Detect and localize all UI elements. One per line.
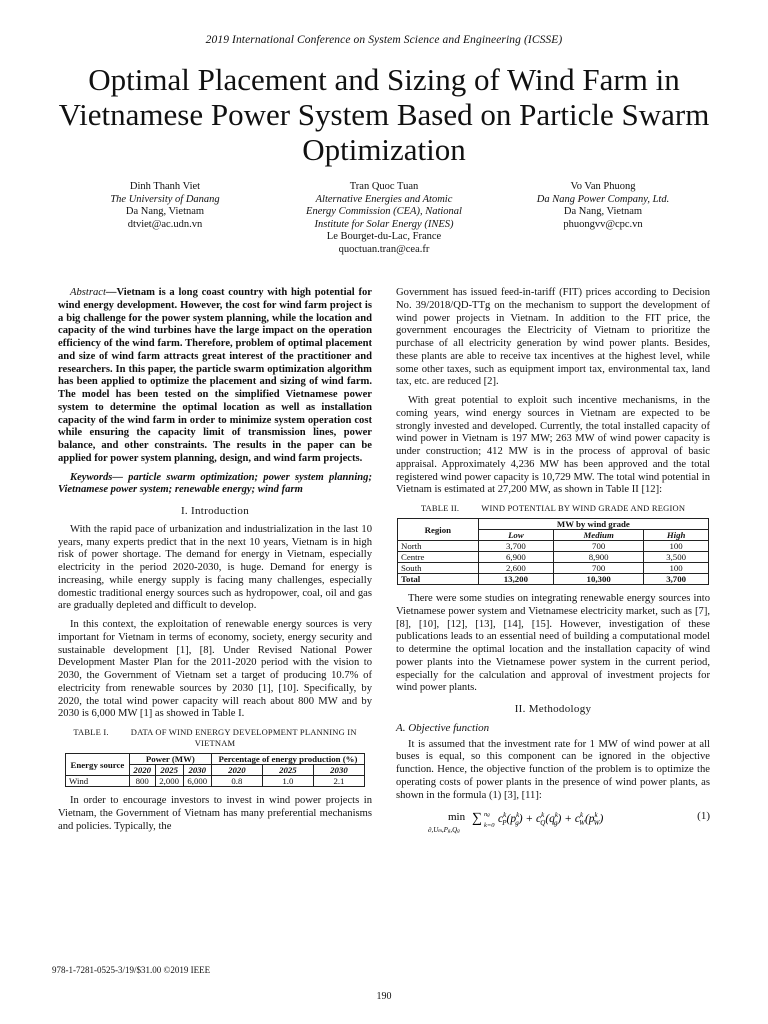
- table-cell: 700: [554, 563, 644, 574]
- keywords-text: particle swarm optimization; power system planning; Vietnamese power system; renewable energy; wind farm: [58, 471, 372, 496]
- keywords-label: Keywords—: [70, 471, 123, 483]
- table-cell: Wind: [66, 776, 130, 787]
- table-1: [65, 753, 365, 787]
- table-row: [398, 563, 709, 574]
- table-cell: 3,700: [478, 541, 553, 552]
- table-cell: 2,600: [478, 563, 553, 574]
- table-cell: Total: [398, 574, 479, 585]
- author-name: Tran Quoc Tuan: [349, 181, 419, 192]
- keywords: [58, 472, 372, 498]
- paragraph: Government has issued feed-in-tariff (FIT) prices according to Decision No. 39/2018/QD-TTg on the mechanism to support the development of wind power projects in Vietnam. In addition to the FIT price, the government encourages the Electricity of Vietnam to prioritize the purchase of all electricity generation by wind power plants. Besides, these plants are able to receive tax incentives at the highest level, while some other taxes, such as equipment import tax, environmental tax, land tax, etc. are reduced [2].: [396, 287, 710, 388]
- table-title: DATA OF WIND ENERGY DEVELOPMENT PLANNING IN VIETNAM: [130, 727, 357, 748]
- table-cell: 10,300: [554, 574, 644, 585]
- table-cell: 6,000: [183, 776, 211, 787]
- author-location: Da Nang, Vietnam: [563, 206, 643, 218]
- table-header-grade: High: [644, 530, 709, 541]
- author-block-1: [70, 181, 260, 231]
- table-header: Power (MW): [129, 754, 211, 765]
- table-number: TABLE II.: [420, 503, 460, 513]
- author-affiliation: The University of Danang: [110, 193, 220, 205]
- conference-header: 2019 International Conference on System Science and Engineering (ICSSE): [205, 34, 563, 46]
- table-cell: 2,000: [155, 776, 183, 787]
- table-1-caption: [58, 727, 372, 749]
- paragraph: In order to encourage investors to invest in wind power projects in Vietnam, the Government of Vietnam has many preferential mechanisms and policies. Typically, the: [58, 795, 372, 832]
- table-row: [398, 541, 709, 552]
- author-email: phuongvv@cpc.vn: [563, 218, 643, 230]
- svg-text:∑: ∑: [472, 811, 482, 827]
- author-email: quoctuan.tran@cea.fr: [338, 243, 430, 255]
- table-header-year: 2025: [155, 765, 183, 776]
- svg-text:ckP(pkg) + ckQ(qkg) + ckW(pkW): $c^k$ $P(p^k$ $g) + c^k$ $Q(q^k$ $g) + c^k$ $W(p^k$ W): [498, 811, 604, 828]
- right-column: [396, 287, 710, 834]
- table-header-grade: Medium: [554, 530, 644, 541]
- table-number: TABLE I.: [73, 727, 109, 737]
- table-header-year: 2030: [313, 765, 364, 776]
- page-number: 190: [376, 991, 392, 1002]
- table-header-grade: Low: [478, 530, 553, 541]
- section-heading-introduction: I. Introduction: [180, 505, 250, 517]
- table-cell: 1.0: [262, 776, 313, 787]
- section-heading-methodology: II. Methodology: [514, 703, 592, 715]
- paragraph: With the rapid pace of urbanization and industrialization in the last 10 years, many experts predict that in the next 10 years, Vietnam is in high risk of power shortage. The demand for energy in Vietnam, especially electricity in the period 2020-2030, is huge. Demand for energy is increasing, while energy supply is facing many challenges, especially domestic traditional energy sources such as hydropower, coal, oil and gas are gradually depleted and difficult to develop.: [58, 523, 372, 612]
- table-cell: 3,700: [644, 574, 709, 585]
- author-block-3: [508, 181, 698, 231]
- copyright-footer: 978-1-7281-0525-3/19/$31.00 ©2019 IEEE: [52, 965, 211, 975]
- table-cell: 100: [644, 541, 709, 552]
- table-cell: 8,900: [554, 552, 644, 563]
- table-header-year: 2020: [211, 765, 262, 776]
- abstract-label: Abstract: [70, 287, 106, 298]
- paragraph: It is assumed that the investment rate for 1 MW of wind power at all buses is equal, so this component can be ignored in the objective function. Hence, the objective function of the problem is to optimize the operating costs of power plants in the presence of wind power plants, as shown in the formula (1) [3], [11]:: [396, 738, 710, 801]
- table-cell: South: [398, 563, 479, 574]
- table-header-year: 2020: [129, 765, 155, 776]
- table-header: Region: [398, 519, 479, 541]
- table-header: Percentage of energy production (%): [211, 754, 364, 765]
- paragraph: There were some studies on integrating renewable energy sources into Vietnamese power system and Vietnamese electricity market, such as [7], [8], [10], [12], [13], [14], [15]. However, investigation of these publications leads to an essential need of building a computational model to determine the optimal location and the installation capacity of wind power plants into the Vietnamese power system in the current period, especially for the calculation and approval of investment projects for wind power plants.: [396, 593, 710, 694]
- table-cell: 13,200: [478, 574, 553, 585]
- author-name: Dinh Thanh Viet: [129, 181, 201, 192]
- table-cell: 6,900: [478, 552, 553, 563]
- table-header: MW by wind grade: [478, 519, 708, 530]
- author-block-2: [284, 181, 484, 257]
- author-affiliation: Da Nang Power Company, Ltd.: [536, 193, 670, 205]
- author-name: Vo Van Phuong: [570, 181, 636, 192]
- table-title: WIND POTENTIAL BY WIND GRADE AND REGION: [481, 503, 686, 513]
- table-header-year: 2025: [262, 765, 313, 776]
- paragraph: In this context, the exploitation of renewable energy sources is very important for Vietnam in terms of economy, society, energy security and sustainable development [1], [8]. Under Revised National Power Development Master Plan for the 2011-2020 period with the vision to 2030, the Government of Vietnam set a target of producing 10.7% of electricity from renewable sources by 2030 [1], [10]. Specifically, by 2020, the total wind power capacity will reach about 800 MW and by 2030 is 6,000 MW [1] as showed in Table I.: [58, 619, 372, 720]
- table-cell: 2.1: [313, 776, 364, 787]
- equation-1: [396, 808, 710, 834]
- abstract-text: —Vietnam is a long coast country with high potential for wind energy development. However, the cost for wind farm project is a big challenge for the power system planning, while the location and capacity of the wind turbines have the large impact on the operation efficiency of the wind farm. Therefore, problem of optimal placement and size of wind farm attracts great interest of the practitioner and researchers. In this paper, the particle swarm optimization algorithm has been applied to optimize the placement and sizing of wind farm. The model has been tested on the simplified Vietnamese power system to determine the optimal location as well as installation capacity of the wind farm in order to minimize system operation cost while ensuring the capacity limit of transmission lines, power balance, and other constraints. The results in the paper can be applied for power system planning, design, and wind farm projects.: [58, 287, 372, 464]
- author-location: Da Nang, Vietnam: [125, 206, 205, 218]
- author-affiliation: Institute for Solar Energy (INES): [314, 218, 454, 230]
- table-row: [66, 776, 365, 787]
- table-cell: 0.8: [211, 776, 262, 787]
- table-2: [397, 518, 709, 585]
- svg-text:ng: ng: [484, 811, 490, 819]
- paper-title: Optimal Placement and Sizing of Wind Farm in Vietnamese Power System Based on Particle Swarm Optimization: [58, 62, 710, 167]
- table-2-caption: [396, 503, 710, 514]
- author-location: Le Bourget-du-Lac, France: [326, 231, 442, 243]
- equation-formula: [396, 808, 696, 838]
- abstract: [58, 287, 372, 466]
- table-cell: North: [398, 541, 479, 552]
- svg-text:k=0: k=0: [484, 822, 495, 830]
- table-row: [398, 552, 709, 563]
- author-affiliation: Alternative Energies and Atomic: [315, 193, 453, 205]
- table-cell: 700: [554, 541, 644, 552]
- svg-text:∂,Um,Pg,Qg: ∂,Um,Pg,Qg: [428, 826, 460, 835]
- table-row-total: [398, 574, 709, 585]
- table-cell: 800: [129, 776, 155, 787]
- author-email: dtviet@ac.udn.vn: [127, 218, 203, 230]
- subsection-heading: A. Objective function: [396, 721, 490, 734]
- table-header-year: 2030: [183, 765, 211, 776]
- equation-number: (1): [697, 810, 710, 823]
- author-affiliation: Energy Commission (CEA), National: [306, 206, 462, 218]
- table-cell: 100: [644, 563, 709, 574]
- table-cell: Centre: [398, 552, 479, 563]
- table-cell: 3,500: [644, 552, 709, 563]
- svg-text:min: min: [448, 811, 466, 824]
- paragraph: With great potential to exploit such incentive mechanisms, in the coming years, wind energy sources in Vietnam are expected to be strongly invested and developed. Currently, the total installed capacity of wind power in Vietnam is 197 MW; 263 MW of wind power capacity is under construction; 412 MW is in the process of approval of basic appraisal. Approximately 4,236 MW has been approved and the total registered wind power capacity is 10,729 MW. The total wind potential in Vietnam is estimated at 27,200 MW, as shown in Table II [12]:: [396, 395, 710, 496]
- table-header: Energy source: [66, 754, 130, 776]
- left-column: [58, 287, 372, 839]
